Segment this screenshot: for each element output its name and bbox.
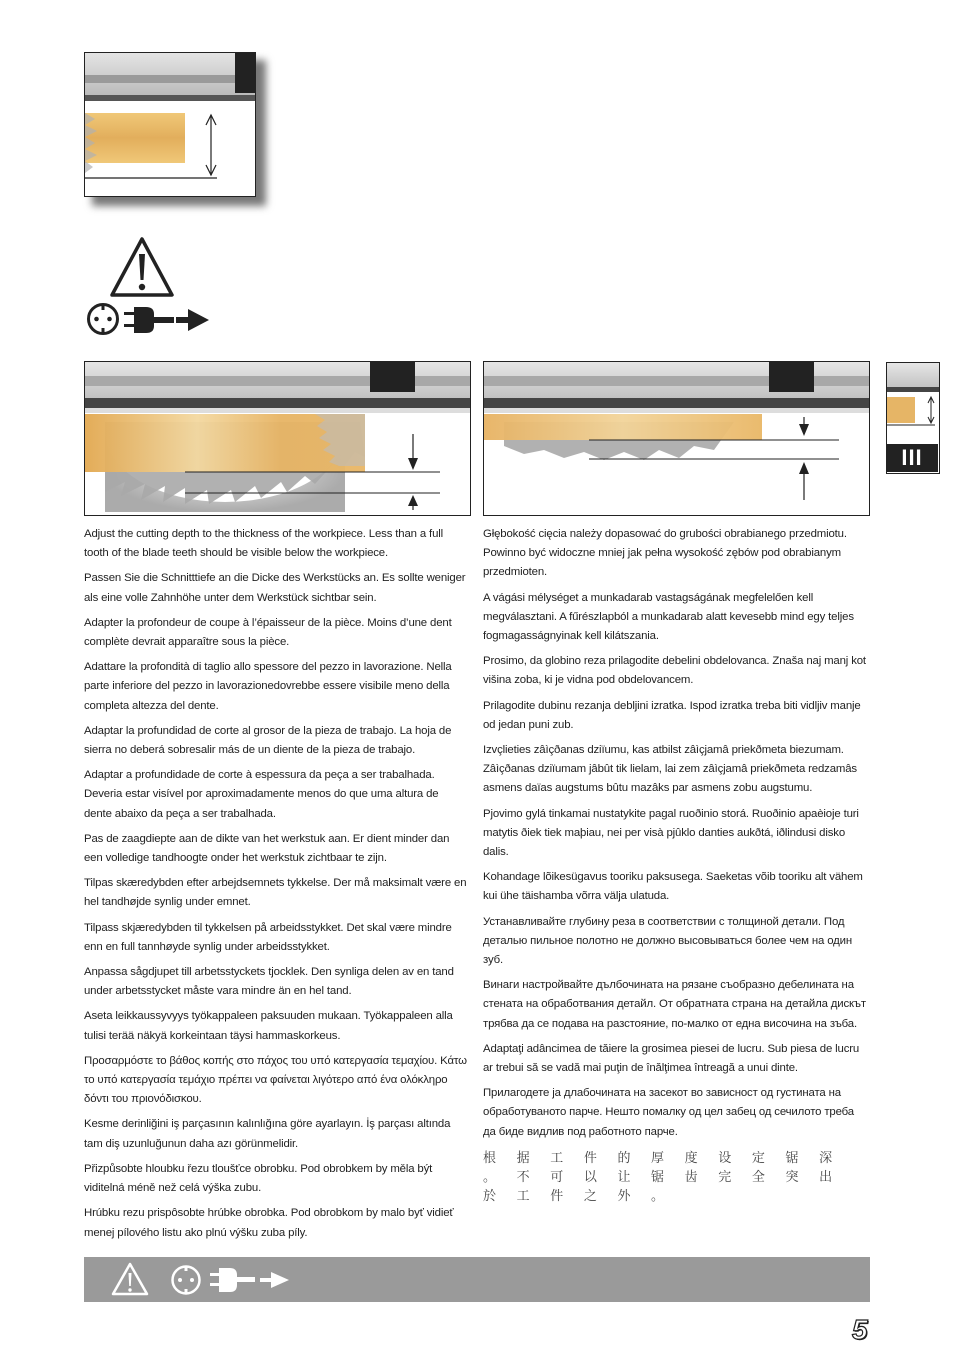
section-tab-label: III: [886, 444, 938, 472]
instruction-paragraph: Hrúbku rezu prispôsobte hrúbke obrobka. Pod obrobkom by malo byť vidieť menej pílového listu ako plnú výšku zuba píly.: [84, 1207, 454, 1239]
instruction-paragraph: 根 据 工 件 的 厚 度 设 定 锯 深 。 不 可 以 让 锯 齿 完 全 突 出 於 工 件 之 外 。: [483, 1149, 841, 1203]
instruction-paragraph: Tilpas skæredybden efter arbejdsemnets tykkelse. Der må maksimalt være en hel tandhøjde synlig under emnet.: [84, 877, 467, 909]
instruction-paragraph: Izvçlieties zâìçðanas dziïumu, kas atbilst zâìçjamâ priekðmeta biezumam. Zâìçðanas dziïumam jâbût tik lielam, lai zem zâìçjamâ priekðmeta redzamâs asmens daïas augstums bûtu mazâks par asmens zobu augstumu.: [483, 744, 857, 795]
instruction-paragraph: A vágási mélységet a munkadarab vastagságának megfelelően kell megválasztani. A fűrészlapból a munkadarab alatt kevesebb mind egy teljes fogmagasságnyinak kell kilátszania.: [483, 591, 854, 643]
instruction-paragraph: Prosimo, da globino reza prilagodite debelini obdelovanca. Znaša naj manj kot višina zoba, ki je vidna pod obdelovancem.: [483, 655, 866, 687]
instruction-paragraph: Прилагодете ја длабочината на засекот во зависност од густината на обработуваното парче. Нешто помалку од цел забец од сечилото треба да биде видлив под работното парче.: [483, 1087, 854, 1138]
warning-triangle-icon: [110, 1261, 150, 1297]
instruction-paragraph: Adaptar la profundidad de corte al grosor de la pieza de trabajo. La hoja de sierra no deberá sobresalir más de un diente de la pieza de trabajo.: [84, 724, 452, 757]
instruction-paragraph: Винаги настройвайте дълбочината на рязане съобразно дебелината на стената на обработвания детайл. От обратната страна на детайла дискът трябва да се подава на разстояние, по-малко от една височина на зъба.: [483, 979, 866, 1030]
instruction-paragraph: Kohandage lõikesügavus tooriku paksusega. Saeketas võib tooriku alt vähem kui ühe täishamba võrra välja ulatuda.: [483, 871, 863, 903]
instruction-paragraph: Prilagodite dubinu rezanja debljini izratka. Ispod izratka treba biti vidljiv manje od jedan puni zub.: [483, 699, 861, 731]
instruction-paragraph: Głębokość cięcia należy dopasować do grubości obrabianego przedmiotu. Powinno być widoczne mniej jak pełna wysokość zębów pod obrabianym przedmioten.: [483, 528, 847, 579]
instruction-paragraph: Kesme derinliğini iş parçasının kalınlığına göre ayarlayın. İş parçası altında tam diş uzunluğunun daha azı görünmelidir.: [84, 1118, 451, 1150]
arrow-right-icon: [260, 1270, 290, 1290]
instruction-paragraph: Adaptaţi adâncimea de tăiere la grosimea piesei de lucru. Sub piesa de lucru ar trebui să se vadă mai puţin de înălţimea întreagă a unui dinte.: [483, 1042, 860, 1075]
arrow-right-icon: [176, 308, 210, 332]
instruction-paragraph: Passen Sie die Schnitttiefe an die Dicke des Werkstücks an. Es sollte weniger als eine volle Zahnhöhe unter dem Werkstück sichtbar sein.: [84, 572, 466, 604]
power-socket-icon: [86, 302, 120, 336]
instruction-paragraph: Adaptar a profundidade de corte à espessura da peça a ser trabalhada. Deveria estar visível por aproximadamente menos do que uma altura de dente abaixo da peça a ser trabalhada.: [84, 769, 439, 820]
cutting-depth-figure-left: [84, 361, 471, 516]
instruction-paragraph: Adjust the cutting depth to the thickness of the workpiece. Less than a full tooth of the blade teeth should be visible below the workpiece.: [84, 528, 444, 560]
instruction-paragraph: Устанавливайте глубину реза в соответствии с толщиной детали. Под деталью пильное полотно не должно высовываться более чем на один зуб.: [483, 915, 852, 967]
bottom-warning-bar: [84, 1257, 870, 1302]
warning-triangle-icon: [109, 236, 175, 298]
instruction-paragraph: Anpassa sågdjupet till arbetsstyckets tjocklek. Den synliga delen av en tand under arbetsstycket måste vara mindre än en hel tand.: [84, 966, 454, 998]
power-socket-icon: [170, 1264, 202, 1296]
cutting-depth-figure-right: [483, 361, 870, 516]
instruction-paragraph: Přizpůsobte hloubku řezu tloušťce obrobku. Pod obrobkem by měla být viditelná méně než celá výška zubu.: [84, 1162, 433, 1195]
instruction-paragraph: Pjovimo gylá tinkamai nustatykite pagal ruoðinio storá. Ruoðinio apaèioje turi matytis ðiek tiek maþiau, nei per visà pjûklo danties aukðtá, iðlindusi disko dalis.: [483, 807, 859, 859]
top-figure: [84, 52, 256, 197]
instruction-paragraph: Προσαρμόστε το βάθος κοπής στο πάχος του υπό κατεργασία τεμαχίου. Κάτω το υπό κατεργασία τεμάχιο πρέπει να φαίνεται λιγότερο από ένα ολόκληρο δόντι του πριονόδισκου.: [84, 1054, 467, 1106]
instruction-paragraph: Aseta leikkaussyvyys työkappaleen paksuuden mukaan. Työkappaleen alla tulisi terää näkyä korkeintaan täysi hammaskorkeus.: [84, 1010, 453, 1042]
text-column-left: [84, 525, 468, 1249]
text-column-right: [483, 525, 868, 1211]
instruction-paragraph: Adapter la profondeur de coupe à l’épaisseur de la pièce. Moins d’une dent complète devrait apparaître sous la pièce.: [84, 616, 452, 649]
plug-icon: [210, 1267, 256, 1293]
instruction-paragraph: Pas de zaagdiepte aan de dikte van het werkstuk aan. Er dient minder dan een volledige tandhoogte onder het werkstuk zichtbaar te zijn.: [84, 832, 450, 865]
page-number: 5: [852, 1314, 868, 1345]
instruction-paragraph: Tilpass skjæredybden til tykkelsen på arbeidsstykket. Det skal være mindre enn en full tannhøyde synlig under arbeidsstykket.: [84, 921, 452, 953]
instruction-paragraph: Adattare la profondità di taglio allo spessore del pezzo in lavorazione. Nella parte inferiore del pezzo in lavorazionedovrebbe essere visibile meno della completa altezza del dente.: [84, 661, 452, 712]
plug-icon: [124, 306, 176, 334]
